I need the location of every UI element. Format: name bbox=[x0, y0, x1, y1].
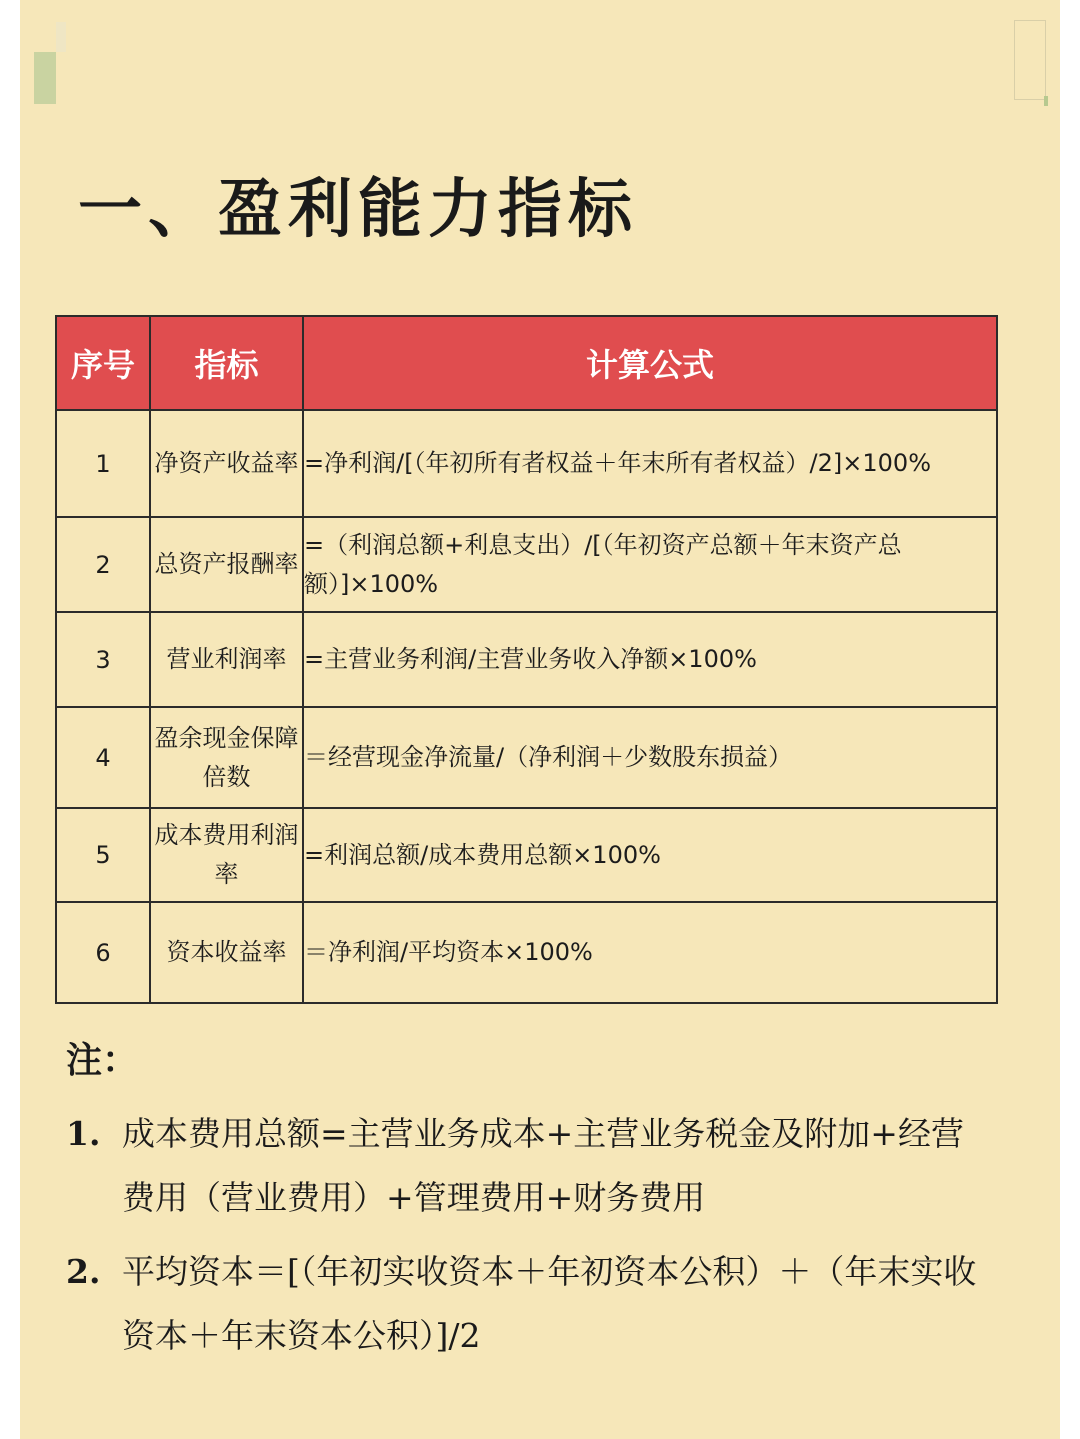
indicator-name: 成本费用利润率 bbox=[150, 808, 303, 902]
table-row bbox=[56, 612, 997, 707]
indicator-name: 盈余现金保障倍数 bbox=[150, 707, 303, 808]
row-number: 4 bbox=[56, 707, 150, 808]
row-number: 5 bbox=[56, 808, 150, 902]
table-row bbox=[56, 517, 997, 612]
table-row bbox=[56, 410, 997, 517]
indicator-name: 净资产收益率 bbox=[150, 410, 303, 517]
note-number: 1. bbox=[66, 1114, 101, 1153]
metrics-table bbox=[55, 315, 998, 1004]
note-item bbox=[66, 1102, 986, 1230]
note-item bbox=[66, 1240, 986, 1368]
header-indicator: 指标 bbox=[150, 316, 303, 410]
decorative-dot bbox=[1044, 96, 1048, 106]
decorative-bar-faint bbox=[56, 22, 66, 52]
indicator-name: 资本收益率 bbox=[150, 902, 303, 1003]
formula: =主营业务利润/主营业务收入净额×100% bbox=[303, 612, 997, 707]
row-number: 1 bbox=[56, 410, 150, 517]
row-number: 2 bbox=[56, 517, 150, 612]
notes-title: 注： bbox=[66, 1040, 139, 1081]
decorative-bar bbox=[34, 52, 56, 104]
note-number: 2. bbox=[66, 1252, 101, 1291]
table-row bbox=[56, 808, 997, 902]
formula: =利润总额/成本费用总额×100% bbox=[303, 808, 997, 902]
indicator-name: 总资产报酬率 bbox=[150, 517, 303, 612]
table-header-row bbox=[56, 316, 997, 410]
header-formula: 计算公式 bbox=[303, 316, 997, 410]
table-row bbox=[56, 902, 997, 1003]
row-number: 3 bbox=[56, 612, 150, 707]
note-text: 成本费用总额=主营业务成本+主营业务税金及附加+经营费用（营业费用）+管理费用+财务费用 bbox=[122, 1114, 964, 1217]
page-title: 一、盈利能力指标 bbox=[78, 173, 638, 247]
header-no: 序号 bbox=[56, 316, 150, 410]
decorative-frame bbox=[1014, 20, 1046, 100]
note-text: 平均资本＝[（年初实收资本＋年初资本公积）＋（年末实收资本＋年末资本公积）]/2 bbox=[122, 1252, 977, 1355]
formula: =（利润总额+利息支出）/[（年初资产总额＋年末资产总额）]×100% bbox=[303, 517, 997, 612]
row-number: 6 bbox=[56, 902, 150, 1003]
formula: ＝经营现金净流量/（净利润＋少数股东损益） bbox=[303, 707, 997, 808]
table-row bbox=[56, 707, 997, 808]
formula: ＝净利润/平均资本×100% bbox=[303, 902, 997, 1003]
formula: =净利润/[（年初所有者权益＋年末所有者权益）/2]×100% bbox=[303, 410, 997, 517]
indicator-name: 营业利润率 bbox=[150, 612, 303, 707]
